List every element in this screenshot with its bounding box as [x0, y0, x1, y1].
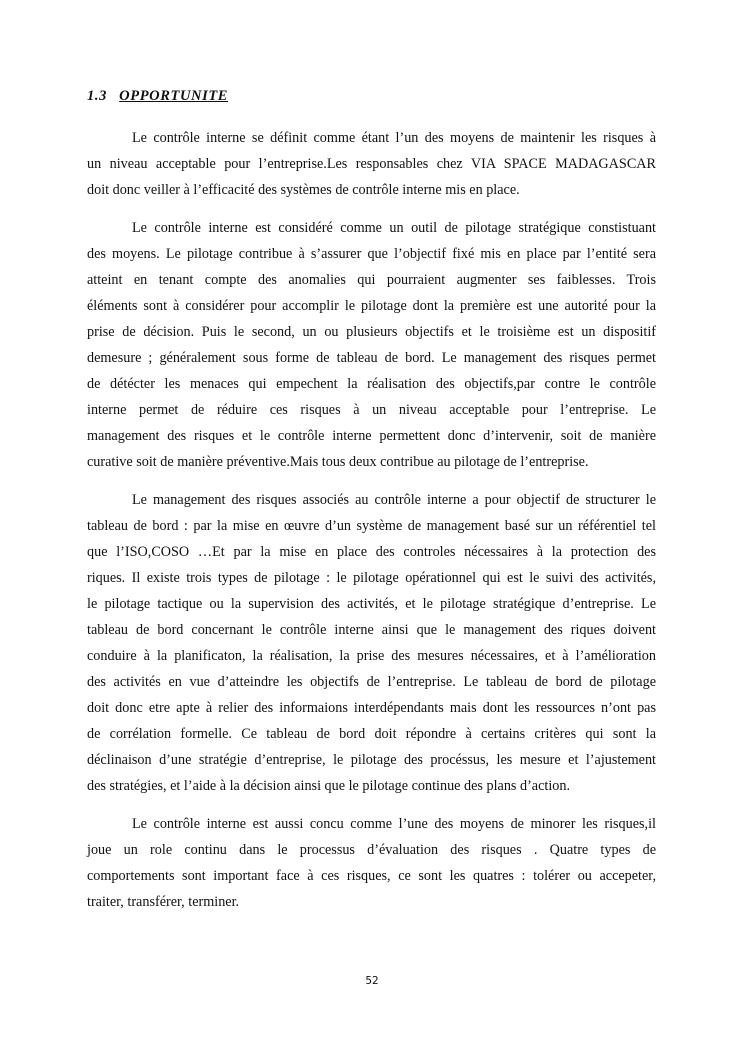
- paragraph: [87, 811, 656, 915]
- section-heading: [87, 88, 228, 105]
- text-line: Le management des risques associés au contrôle interne a pour objectif de structurer le: [132, 492, 656, 508]
- text-line: conduire à la planificaton, la réalisation, la prise des mesures nécessaires, et à l’amélioration: [87, 648, 656, 664]
- text-line: déclinaison d’une stratégie d’entreprise, le pilotage des procéssus, les mesure et l’ajustement: [87, 752, 656, 768]
- text-line: atteint en tenant compte des anomalies qui pourraient augmenter ses faiblesses. Trois: [87, 272, 656, 288]
- text-line: que l’ISO,COSO …Et par la mise en place des controles nécessaires à la protection des: [87, 544, 656, 560]
- section-number: 1.3: [87, 88, 107, 104]
- page-number: 52: [365, 975, 379, 987]
- text-line: tableau de bord : par la mise en œuvre d’un système de management basé sur un référentiel tel: [87, 518, 656, 534]
- text-line: de détécter les menaces qui empechent la réalisation des objectifs,par contre le contrôle: [87, 376, 656, 392]
- text-line: Le contrôle interne est considéré comme un outil de pilotage stratégique constistuant: [132, 220, 656, 236]
- text-line: Le contrôle interne se définit comme étant l’un des moyens de maintenir les risques à: [132, 130, 656, 146]
- text-line: un niveau acceptable pour l’entreprise.Les responsables chez VIA SPACE MADAGASCAR: [87, 156, 656, 172]
- paragraph: [87, 125, 656, 203]
- text-line: management des risques et le contrôle interne permettent donc d’intervenir, soit de manière: [87, 428, 656, 444]
- text-line: doit donc etre apte à relier des informaions interdépendants mais dont les ressources n’ont pas: [87, 700, 656, 716]
- text-line: traiter, transférer, terminer.: [87, 894, 240, 910]
- text-line: interne permet de réduire ces risques à un niveau acceptable pour l’entreprise. Le: [87, 402, 656, 418]
- text-line: des activités en vue d’atteindre les objectifs de l’entreprise. Le tableau de bord de pilotage: [87, 674, 656, 690]
- text-line: demesure ; généralement sous forme de tableau de bord. Le management des risques permet: [87, 350, 656, 366]
- text-line: des moyens. Le pilotage contribue à s’assurer que l’objectif fixé mis en place par l’entité sera: [87, 246, 656, 262]
- text-line: curative soit de manière préventive.Mais tous deux contribue au pilotage de l’entreprise.: [87, 454, 589, 470]
- paragraph: [87, 487, 656, 799]
- text-line: joue un role continu dans le processus d’évaluation des risques . Quatre types de: [87, 842, 656, 858]
- text-line: de corrélation formelle. Ce tableau de bord doit répondre à certains critères qui sont la: [87, 726, 656, 742]
- paragraph: [87, 215, 656, 475]
- text-line: éléments sont à considérer pour accomplir le pilotage dont la première est une autorité pour la: [87, 298, 656, 314]
- text-line: doit donc veiller à l’efficacité des systèmes de contrôle interne mis en place.: [87, 182, 520, 198]
- text-line: des stratégies, et l’aide à la décision ainsi que le pilotage continue des plans d’action.: [87, 778, 571, 794]
- text-line: tableau de bord concernant le contrôle interne ainsi que le management des riques doivent: [87, 622, 656, 638]
- text-line: prise de décision. Puis le second, un ou plusieurs objectifs et le troisième est un dispositif: [87, 324, 656, 340]
- text-line: comportements sont important face à ces risques, ce sont les quatres : tolérer ou accepeter,: [87, 868, 656, 884]
- text-line: riques. Il existe trois types de pilotage : le pilotage opérationnel qui est le suivi des activités,: [87, 570, 656, 586]
- text-line: Le contrôle interne est aussi concu comme l’une des moyens de minorer les risques,il: [132, 816, 656, 832]
- section-title: OPPORTUNITE: [119, 88, 229, 104]
- text-line: le pilotage tactique ou la supervision des activités, et le pilotage stratégique d’entreprise. Le: [87, 596, 656, 612]
